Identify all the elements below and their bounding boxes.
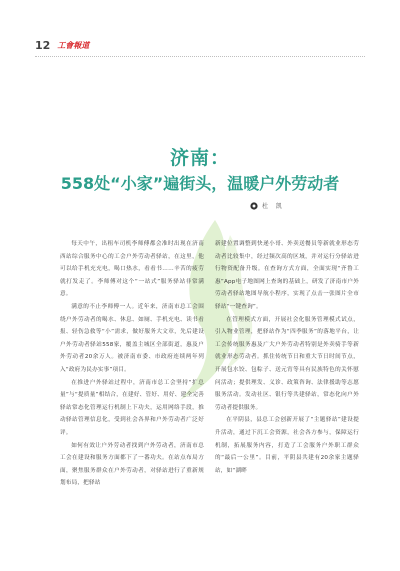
paragraph: 在管理模式方面，开展社会化服务管理模式试点，引入物业管理，把驿站作为“四季服务”的落地平台，让工会传统服务惠及广大户外劳动者特别是外卖骑手等新就业形态劳动者。抓住传统节日和重大节日时间节点，开展包水饺、包粽子、送元宵等具有民族特色的关怀慰问活动；提供理发、义诊、政策咨询、法律援助等志愿服务活动。发动社区、银行等共建驿站，常态化向户外劳动者提供服务。 xyxy=(215,316,359,411)
paragraph: 满意的不止李师傅一人。近年来，济南市总工会围绕户外劳动者的喝水、休息、如厕、手机充电、读书看报、轻伤急救等“小”需求，做好服务大文章，先后建设户外劳动者驿站558家，覆盖主城区全部街道，惠及户外劳动者20余万人。被济南市委、市政府连续两年列入“政府为民办实事”项目。 xyxy=(60,303,204,373)
author-name: 杜 凯 xyxy=(262,203,285,210)
paragraph: 如何有效让户外劳动者找到户外劳动者，济南市总工会在建设和服务方面都下了一番功夫。在站点布局方面，聚焦服务群众在户外劳动者，对驿站进行了重新规划布局，把驿站 xyxy=(60,442,204,487)
publication-name: 工會報道 xyxy=(57,40,90,50)
paragraph: 在推进户外驿站过程中，济南市总工会坚持“扩总量”与“提质量”相结合，在建好、管好、用好、建全完善驿站常态化管理运行机制上下功夫，运用网络手段，推动驿站管理信息化，受到社会各界和户外劳动者广泛好评。 xyxy=(60,379,204,436)
article-title xyxy=(0,146,400,197)
header-divider xyxy=(35,56,365,57)
article-column-left xyxy=(60,238,204,490)
page-number: 12 xyxy=(35,38,51,52)
page-header xyxy=(35,37,89,53)
paragraph: 每天中午，出租车司机李师傅都会准时出现在济南西站综合服务中心的工会户外劳动者驿站，在这里，他可以给手机充充电，喝口热水，看看书……辛苦的疲劳就打发走了。李师傅对这个“一站式”服务驿站非常满意。 xyxy=(60,241,204,298)
paragraph: 在平阴县，县总工会创新开展了“主题驿站”建设提升活动，通过下沉工会资源，社会各方参与，保障运行机制，拓展服务内容，打造了工会服务户外职工群众的“最后一公里”。目前，平阴县共建有20余家主题驿站，如“湖畔 xyxy=(215,417,359,474)
title-line-1: 济南： xyxy=(169,147,230,169)
byline xyxy=(250,201,285,210)
title-line-2: 558处“小家”遍街头，温暖户外劳动者 xyxy=(60,174,340,193)
article-column-right xyxy=(215,238,359,477)
circle-dot-icon xyxy=(250,202,258,210)
paragraph-continued: 新建位置调整到快递小哥、外卖送餐员等新就业形态劳动者比较集中，经过频次高的区域，并对运行分驿站进行物资配备升级。在查询方式方面，全面实现“齐鲁工惠”App电子地图网上查询的基础上，研发了济南市户外劳动者驿站地图导航小程序，实现了点击一张图片全市驿站“一键查询”。 xyxy=(215,241,359,310)
